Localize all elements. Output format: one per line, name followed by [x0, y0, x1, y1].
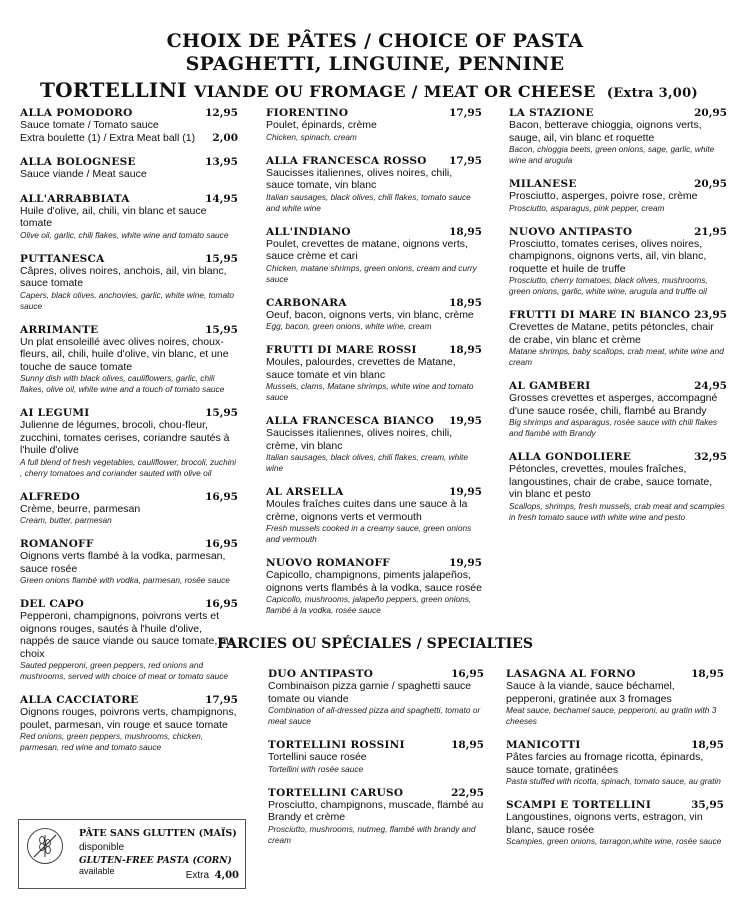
- menu-item-duo-antipasto: [268, 668, 484, 727]
- menu-item-alla-francesca-rosso: [266, 155, 482, 214]
- extra-option-price: 2,00: [212, 131, 238, 144]
- dish-description-fr: Langoustines, oignons verts, estragon, vin blanc, sauce rosée: [506, 811, 703, 836]
- dish-description-en: Sunny dish with black olives, cauliflowers, garlic, chili flakes, olive oil, white wine and a touch of tomato sauce: [20, 373, 225, 394]
- dish-name: AL GAMBERI: [509, 380, 591, 392]
- dish-description-en: Red onions, green peppers, mushrooms, chicken, parmesan, red wine and tomato sauce: [20, 731, 204, 752]
- dish-price: 15,95: [205, 323, 238, 336]
- dish-price: 16,95: [205, 598, 238, 610]
- dish-description-fr: Prosciutto, tomates cerises, olives noires, champignons, oignons verts, ail, vin blanc, roquette et huile de truffe: [509, 237, 707, 275]
- dish-description-fr: Moules, palourdes, crevettes de Matane, sauce tomate et vin blanc: [266, 356, 456, 381]
- dish-price: 16,95: [205, 490, 238, 503]
- dish-description-fr: Sauce viande / Meat sauce: [20, 168, 147, 180]
- dish-name: ALLA CACCIATORE: [20, 694, 139, 706]
- menu-item-header: [509, 226, 727, 238]
- dish-description-en: Italian sausages, black olives, chili flakes, cream, white wine: [266, 452, 468, 473]
- menu-item-alla-pomodoro: [20, 107, 238, 144]
- menu-item-nuovo-antipasto: [509, 226, 727, 298]
- dish-price: 15,95: [205, 252, 238, 265]
- dish-price: 12,95: [205, 107, 238, 119]
- dish-description-en: Pasta stuffed with ricotta, spinach, tomato sauce, au gratin: [506, 776, 721, 786]
- menu-item-romanoff: [20, 538, 238, 586]
- dish-description-fr: Pepperoni, champignons, poivrons verts et oignons rouges, sautés à l'huile d'olive, nappés de sauce viande ou sauce tomate, au choix: [20, 610, 232, 660]
- menu-item-alla-francesca-bianco: [266, 415, 482, 474]
- dish-name: ROMANOFF: [20, 538, 94, 550]
- menu-item-header: [266, 415, 482, 427]
- dish-name: FRUTTI DI MARE ROSSI: [266, 344, 417, 356]
- menu-item-scampi-e-tortellini: [506, 799, 724, 847]
- menu-item-header: [266, 486, 482, 498]
- dish-price: 22,95: [451, 786, 484, 799]
- dish-description-fr: Sauce à la viande, sauce béchamel, pepperoni, gratinée aux 3 fromages: [506, 680, 675, 705]
- dish-name: ALL'ARRABBIATA: [20, 192, 130, 205]
- menu-item-frutti-di-mare-in-bianco: [509, 309, 727, 368]
- gluten-free-english: GLUTEN-FREE PASTA (CORN) available: [79, 856, 232, 876]
- dish-description-fr: Bacon, betterave chioggia, oignons verts, sauge, ail, vin blanc et roquette: [509, 119, 702, 144]
- menu-item-milanese: [509, 178, 727, 214]
- menu-item-header: [20, 694, 238, 706]
- menu-item-lasagna-al-forno: [506, 668, 724, 727]
- dish-price: 20,95: [694, 178, 727, 190]
- extra-option-label: Extra boulette (1) / Extra Meat ball (1): [20, 131, 196, 144]
- gluten-free-availability: disponible: [79, 842, 125, 853]
- dish-name: SCAMPI E TORTELLINI: [506, 799, 652, 811]
- dish-description-en: Mussels, clams, Matane shrimps, white wine and tomato sauce: [266, 381, 474, 402]
- menu-item-all-arrabbiata: [20, 193, 238, 241]
- specialties-left: [268, 668, 484, 858]
- dish-description-en: Green onions flambé with vodka, parmesan, rosée sauce: [20, 575, 230, 585]
- menu-item-header: [506, 739, 724, 751]
- dish-name: ALFREDO: [20, 490, 81, 503]
- menu-item-tortellini-rossini: [268, 739, 484, 775]
- menu-item-header: [266, 155, 482, 167]
- dish-name: MILANESE: [509, 178, 577, 190]
- dish-description-en: Prosciutto, asparagus, pink pepper, cream: [509, 202, 665, 213]
- dish-name: NUOVO ROMANOFF: [266, 557, 390, 569]
- dish-name: ALL'INDIANO: [266, 225, 351, 238]
- dish-description-en: Prosciutto, cherry tomatoes, black olives, mushrooms, green onions, garlic, white wine, arugula and truffle oil: [509, 275, 708, 296]
- menu-item-arrimante: [20, 324, 238, 396]
- dish-name: ALLA POMODORO: [20, 107, 133, 119]
- menu-item-al-gamberi: [509, 380, 727, 439]
- specialties-title: FARCIES OU SPÉCIALES / SPECIALTIES: [217, 636, 533, 652]
- dish-price: 16,95: [451, 668, 484, 680]
- dish-price: 23,95: [694, 309, 727, 321]
- dish-description-en: A full blend of fresh vegetables, cauliflower, brocoli, zuchini , cherry tomatoes and coriander sauted with olive oil: [20, 456, 236, 478]
- menu-item-header: [20, 193, 238, 205]
- dish-price: 18,95: [691, 668, 724, 680]
- dish-description-en: Scampies, green onions, tarragon,white wine, rosée sauce: [506, 836, 722, 846]
- dish-description-fr: Pétoncles, crevettes, moules fraîches, langoustines, chair de crabe, sauce tomate, vin blanc et pesto: [509, 463, 713, 500]
- menu-item-la-stazione: [509, 107, 727, 166]
- dish-extra-option: [20, 132, 238, 145]
- tortellini-filling: VIANDE OU FROMAGE / MEAT OR CHEESE: [194, 82, 596, 101]
- dish-price: 18,95: [451, 739, 484, 751]
- gluten-free-box: [18, 819, 246, 889]
- menu-item-header: [509, 380, 727, 392]
- dish-description-fr: Julienne de légumes, brocoli, chou-fleur, zucchini, tomates cerises, coriandre sautés à l'huile d'olive: [20, 419, 230, 456]
- dish-price: 20,95: [694, 107, 727, 119]
- dish-description-fr: Huile d'olive, ail, chili, vin blanc et sauce tomate: [20, 204, 207, 229]
- dish-price: 17,95: [449, 154, 482, 167]
- dish-description-en: Capicollo, mushrooms, jalapeño peppers, green onions, flambé à la vodka, rosée sauce: [266, 594, 472, 615]
- menu-column-1: [20, 107, 238, 765]
- menu-item-header: [266, 344, 482, 356]
- dish-description-en: Cream, butter, parmesan: [20, 515, 112, 525]
- dish-description-fr: Saucisses italiennes, olives noires, chili, crème, vin blanc: [266, 427, 453, 452]
- dish-description-fr: Combinaison pizza garnie / spaghetti sauce tomate ou viande: [268, 680, 472, 705]
- dish-description-en: Italian sausages, black olives, chili flakes, tomato sauce and white wine: [266, 191, 471, 213]
- dish-name: ALLA BOLOGNESE: [20, 156, 136, 168]
- dish-description-fr: Prosciutto, champignons, muscade, flambé au Brandy et crème: [268, 798, 484, 823]
- menu-item-manicotti: [506, 739, 724, 787]
- dish-name: ARRIMANTE: [20, 323, 99, 336]
- dish-description-fr: Un plat ensoleillé avec olives noires, choux-fleurs, ail, chili, huile d'olive, vin blanc, et une touche de sauce tomate: [20, 335, 229, 373]
- dish-name: TORTELLINI CARUSO: [268, 786, 404, 799]
- menu-item-header: [20, 156, 238, 168]
- dish-description-en: Scallops, shrimps, fresh mussels, crab meat and scampies in fresh tomato sauce with white wine and pesto: [509, 500, 725, 522]
- menu-item-al-arsella: [266, 486, 482, 545]
- dish-description-fr: Poulet, crevettes de matane, oignons verts, sauce crème et cari: [266, 237, 468, 262]
- dish-description-en: Matane shrimps, baby scallops, crab meat, white wine and cream: [509, 346, 724, 367]
- menu-column-3: [509, 107, 727, 535]
- dish-description-fr: Oignons rouges, poivrons verts, champignons, poulet, parmesan, vin rouge et sauce tomate: [20, 706, 237, 731]
- dish-description-en: Big shrimps and asparagus, rosée sauce with chili flakes and flambé with Brandy: [509, 417, 717, 438]
- dish-price: 17,95: [449, 107, 482, 119]
- dish-name: MANICOTTI: [506, 739, 581, 751]
- dish-name: LASAGNA AL FORNO: [506, 668, 636, 680]
- menu-item-header: [268, 739, 484, 751]
- dish-description-fr: Câpres, olives noires, anchois, ail, vin blanc, sauce tomate: [20, 264, 227, 289]
- dish-description-fr: Saucisses italiennes, olives noires, chili, sauce tomate, vin blanc: [266, 166, 453, 191]
- dish-description-en: Capers, black olives, anchovies, garlic, white wine, tomato sauce: [20, 289, 234, 311]
- dish-price: 13,95: [205, 156, 238, 168]
- dish-description-en: Prosciutto, mushrooms, nutmeg, flambé with brandy and cream: [268, 823, 476, 845]
- dish-description-fr: Oignons verts flambé à la vodka, parmesan, sauce rosée: [20, 550, 226, 575]
- menu-item-fiorentino: [266, 107, 482, 143]
- menu-item-header: [20, 407, 238, 419]
- tortellini-extra: (Extra 3,00): [606, 86, 698, 101]
- dish-description-en: Fresh mussels cooked in a creamy sauce, green onions and vermouth: [266, 523, 472, 544]
- dish-description-en: Olive oil, garlic, chili flakes, white wine and tomato sauce: [20, 229, 229, 240]
- menu-item-header: [509, 107, 727, 119]
- menu-item-tortellini-caruso: [268, 787, 484, 846]
- dish-name: FRUTTI DI MARE IN BIANCO: [509, 309, 691, 321]
- dish-description-en: Chicken, matane shrimps, green onions, cream and curry sauce: [266, 262, 477, 284]
- menu-column-2: [266, 107, 482, 628]
- menu-item-header: [268, 668, 484, 680]
- menu-item-alla-bolognese: [20, 156, 238, 181]
- dish-price: 19,95: [449, 415, 482, 427]
- dish-description-fr: Moules fraîches cuites dans une sauce à la crème, oignons verts et vermouth: [266, 498, 468, 523]
- dish-price: 21,95: [694, 225, 727, 238]
- menu-item-header: [20, 253, 238, 265]
- dish-description-fr: Poulet, épinards, crème: [266, 119, 377, 131]
- menu-item-alfredo: [20, 491, 238, 527]
- dish-description-fr: Crème, beurre, parmesan: [20, 502, 141, 515]
- menu-item-frutti-di-mare-rossi: [266, 344, 482, 403]
- dish-description-en: Tortellini with rosée sauce: [268, 763, 364, 774]
- dish-price: 18,95: [449, 296, 482, 309]
- dish-description-fr: Pâtes farcies au fromage ricotta, épinards, sauce tomate, gratinées: [506, 751, 704, 776]
- dish-name: FIORENTINO: [266, 107, 349, 119]
- menu-item-header: [20, 324, 238, 336]
- gluten-free-title: PÂTE SANS GLUTTEN (MAÏS): [79, 828, 237, 839]
- menu-item-alla-cacciatore: [20, 694, 238, 753]
- dish-price: 18,95: [691, 739, 724, 751]
- dish-price: 15,95: [205, 407, 238, 419]
- dish-price: 16,95: [205, 538, 238, 550]
- dish-description-fr: Prosciutto, asperges, poivre rose, crème: [509, 190, 698, 202]
- dish-price: 19,95: [449, 486, 482, 498]
- dish-description-en: Egg, bacon, green onions, white wine, cream: [266, 321, 432, 331]
- menu-item-header: [20, 107, 238, 119]
- dish-price: 24,95: [694, 380, 727, 392]
- menu-item-header: [268, 787, 484, 799]
- dish-description-en: Combination of all-dressed pizza and spaghetti, tomato or meat sauce: [268, 705, 481, 726]
- dish-description-fr: Grosses crevettes et asperges, accompagné d'une sauce rosée, chili, flambé au Brandy: [509, 392, 718, 417]
- gluten-free-extra: Extra 4,00: [185, 870, 239, 881]
- menu-item-ai-legumi: [20, 407, 238, 479]
- tortellini-line: [40, 78, 740, 102]
- dish-price: 18,95: [449, 225, 482, 238]
- dish-description-en: Sauted pepperoni, green peppers, red onions and mushrooms, served with choice of meat or tomato sauce: [20, 660, 228, 681]
- menu-item-header: [506, 799, 724, 811]
- menu-item-nuovo-romanoff: [266, 557, 482, 616]
- gluten-free-icon: [27, 828, 63, 864]
- dish-description-fr: Oeuf, bacon, oignons verts, vin blanc, crème: [266, 308, 474, 321]
- pasta-types: SPAGHETTI, LINGUINE, PENNINE: [185, 53, 565, 75]
- menu-item-header: [266, 107, 482, 119]
- menu-item-header: [20, 598, 238, 610]
- menu-item-alla-gondoliere: [509, 451, 727, 523]
- dish-name: LA STAZIONE: [509, 107, 594, 119]
- dish-price: 14,95: [205, 192, 238, 205]
- dish-name: DUO ANTIPASTO: [268, 668, 374, 680]
- menu-item-header: [509, 178, 727, 190]
- dish-name: AI LEGUMI: [20, 407, 90, 419]
- menu-item-header: [20, 538, 238, 550]
- dish-name: CARBONARA: [266, 296, 347, 309]
- dish-name: ALLA GONDOLIERE: [509, 451, 632, 463]
- menu-item-carbonara: [266, 297, 482, 333]
- dish-name: TORTELLINI ROSSINI: [268, 739, 405, 751]
- dish-price: 19,95: [449, 557, 482, 569]
- menu-item-puttanesca: [20, 253, 238, 312]
- menu-item-all-indiano: [266, 226, 482, 285]
- dish-price: 32,95: [694, 451, 727, 463]
- menu-item-header: [266, 557, 482, 569]
- dish-price: 18,95: [449, 344, 482, 356]
- dish-description-en: Meat sauce, bechamel sauce, pepperoni, au gratin with 3 cheeses: [506, 705, 717, 726]
- dish-price: 35,95: [691, 799, 724, 811]
- dish-name: ALLA FRANCESCA ROSSO: [266, 154, 427, 167]
- menu-item-header: [509, 451, 727, 463]
- dish-name: ALLA FRANCESCA BIANCO: [266, 415, 435, 427]
- dish-name: AL ARSELLA: [266, 486, 344, 498]
- dish-description-fr: Sauce tomate / Tomato sauce: [20, 119, 159, 131]
- page-title: CHOIX DE PÂTES / CHOICE OF PASTA: [166, 30, 584, 52]
- menu-item-header: [509, 309, 727, 321]
- menu-item-header: [506, 668, 724, 680]
- tortellini-label: TORTELLINI: [40, 78, 187, 102]
- dish-name: NUOVO ANTIPASTO: [509, 225, 633, 238]
- menu-item-header: [266, 226, 482, 238]
- dish-description-en: Chicken, spinach, cream: [266, 131, 357, 142]
- dish-description-fr: Capicollo, champignons, piments jalapeños, oignons verts flambés à la vodka, sauce rosée: [266, 569, 482, 594]
- dish-name: DEL CAPO: [20, 598, 85, 610]
- dish-description-en: Bacon, chioggia beets, green onions, sage, garlic, white wine and arugula: [509, 144, 715, 165]
- dish-price: 17,95: [205, 694, 238, 706]
- menu-item-header: [266, 297, 482, 309]
- dish-description-fr: Tortellini sauce rosée: [268, 751, 367, 763]
- dish-name: PUTTANESCA: [20, 252, 105, 265]
- menu-item-header: [20, 491, 238, 503]
- dish-description-fr: Crevettes de Matane, petits pétoncles, chair de crabe, vin blanc et crème: [509, 321, 714, 346]
- specialties-right: [506, 668, 724, 859]
